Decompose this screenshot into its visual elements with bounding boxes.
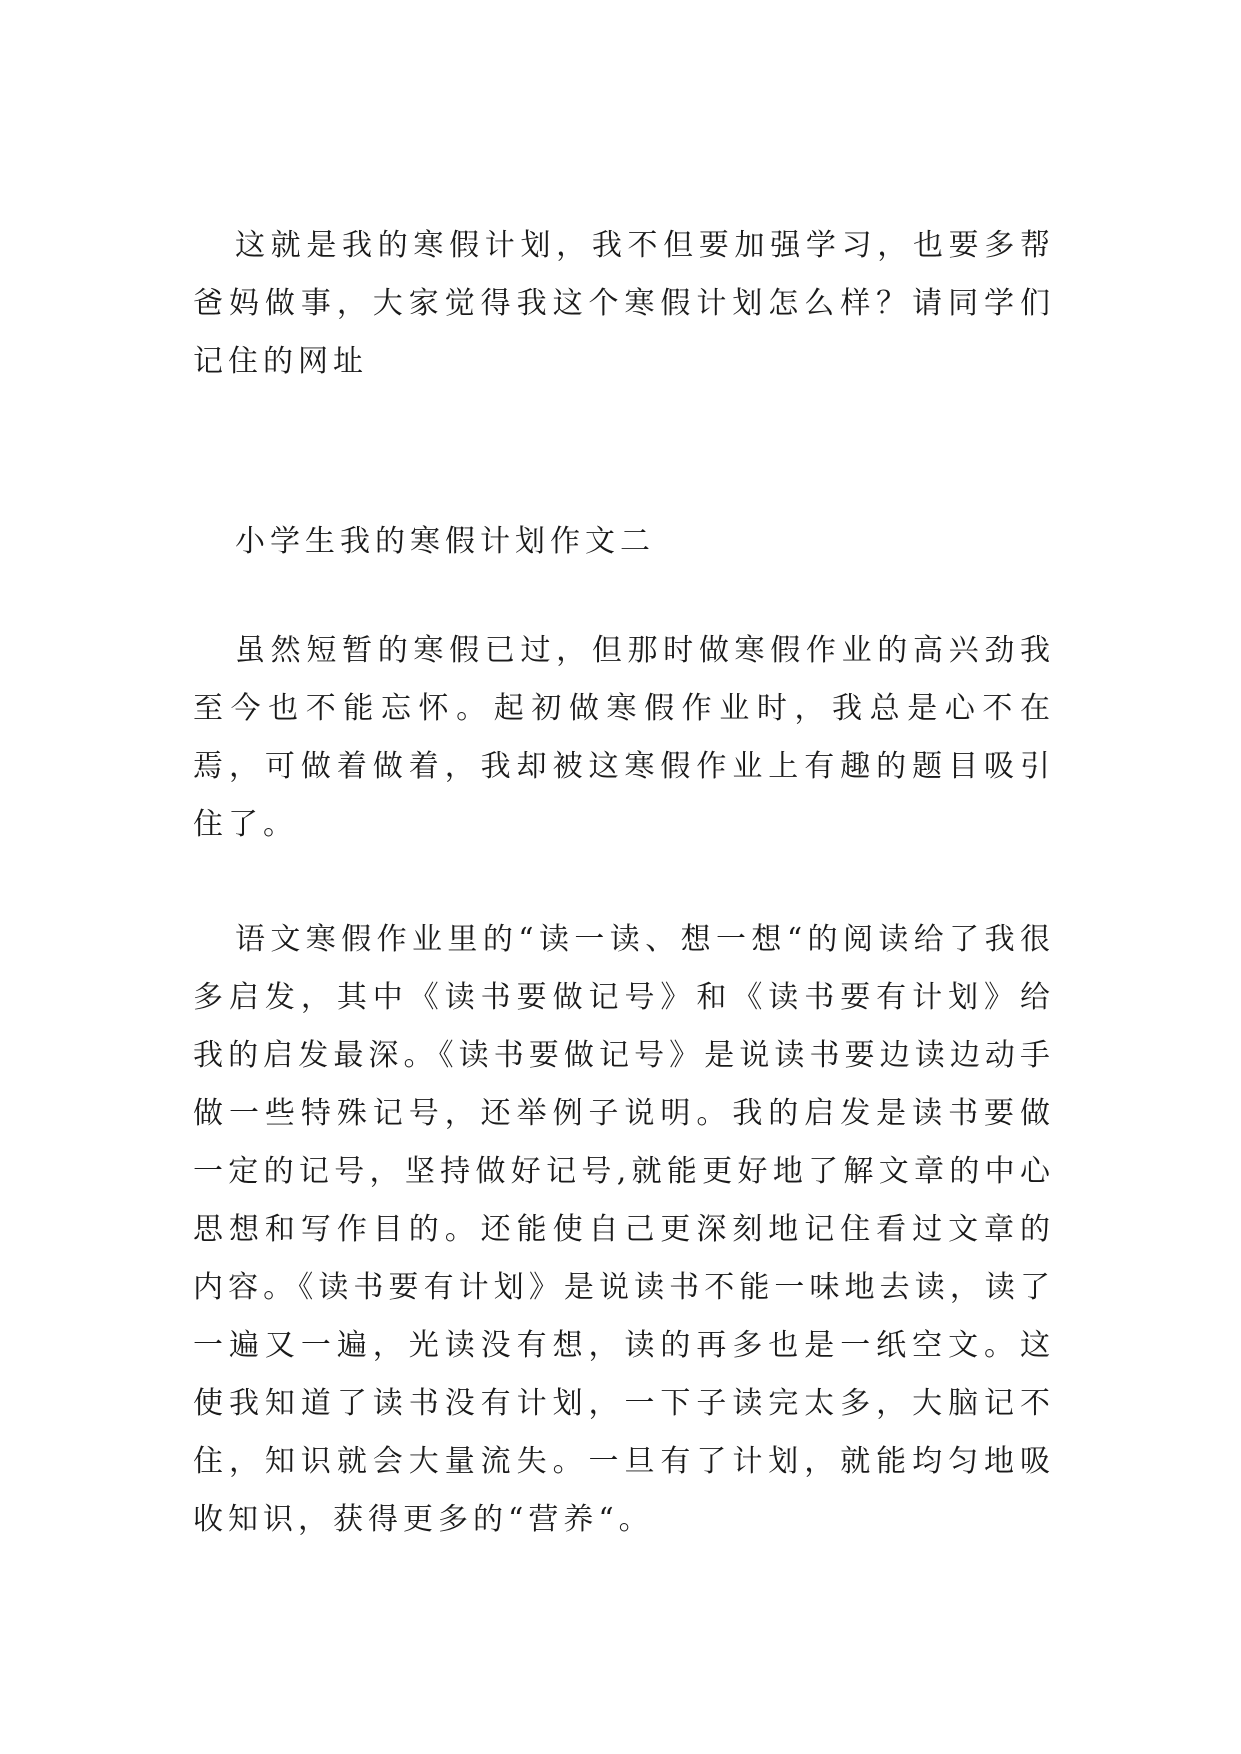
paragraph-homework-memory: 虽然短暂的寒假已过，但那时做寒假作业的高兴劲我至今也不能忘怀。起初做寒假作业时，我总是心不在焉，可做着做着，我却被这寒假作业上有趣的题目吸引住了。 <box>193 633 1055 842</box>
essay-title-two: 小学生我的寒假计划作文二 <box>235 524 655 559</box>
paragraph-reading-inspiration: 语文寒假作业里的“读一读、想一想“的阅读给了我很多启发，其中《读书要做记号》和《读书要有计划》给我的启发最深。《读书要做记号》是说读书要边读边动手做一些特殊记号，还举例子说明。我的启发是读书要做一定的记号，坚持做好记号,就能更好地了解文章的中心思想和写作目的。还能使自己更深刻地记住看过文章的内容。《读书要有计划》是说读书不能一味地去读，读了一遍又一遍，光读没有想，读的再多也是一纸空文。这使我知道了读书没有计划，一下子读完太多，大脑记不住，知识就会大量流失。一旦有了计划，就能均匀地吸收知识，获得更多的“营养“。 <box>193 922 1055 1537</box>
paragraph-winter-plan-conclusion: 这就是我的寒假计划，我不但要加强学习，也要多帮爸妈做事，大家觉得我这个寒假计划怎么样？请同学们记住的网址 <box>193 228 1055 379</box>
